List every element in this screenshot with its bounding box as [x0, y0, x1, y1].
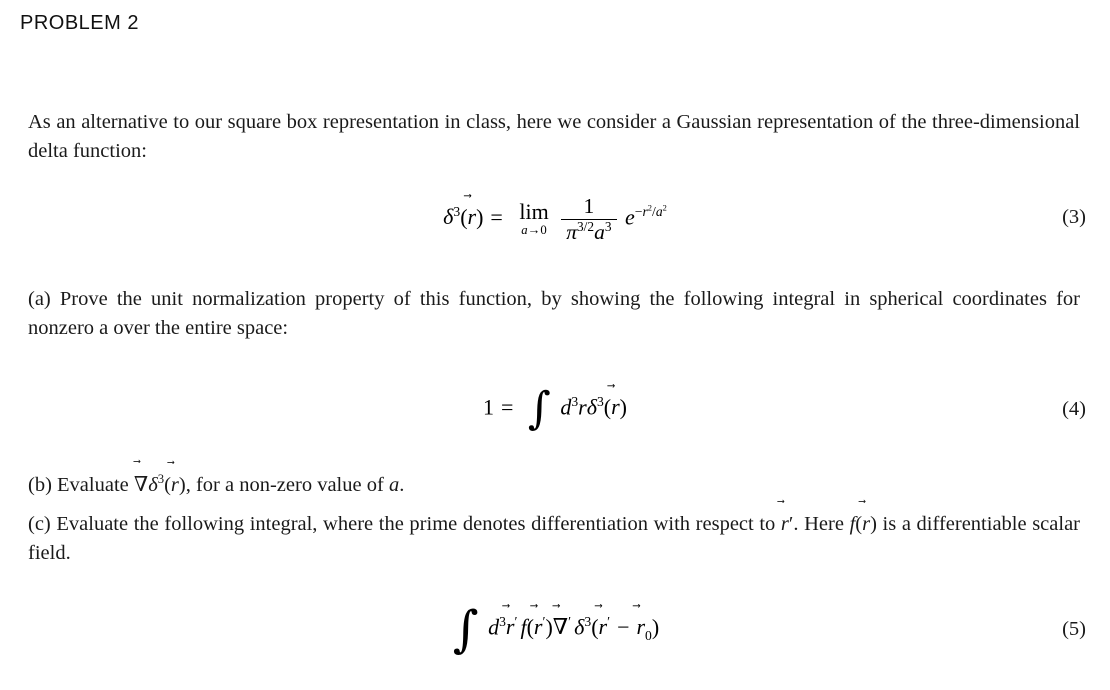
- equation-5: [0, 596, 1110, 662]
- equation-3: [0, 188, 1110, 250]
- equation-5-number: (5): [1062, 618, 1086, 640]
- equation-4-number: (4): [1062, 398, 1086, 420]
- equation-4: [0, 378, 1110, 440]
- equation-3-number: (3): [1062, 206, 1086, 228]
- paragraph-part-b: (b) Evaluate $\nabla\delta^3$( r), for a non-zero value of a.: [28, 472, 405, 496]
- paragraph-intro: As an alternative to our square box representation in class, here we consider a Gaussian representation of the three-dimensional delta function:: [28, 111, 1080, 163]
- paragraph-part-a: (a) Prove the unit normalization property of this function, by showing the following integral in spherical coordinates for nonzero a over the entire space:: [28, 288, 1080, 340]
- equation-4-body: 1 = ∫ $d^3r\delta^3$( r): [483, 382, 627, 434]
- equation-3-body: $\delta^3$( r) = lim a→0 $\frac{1}{\pi^{3/2}a^3}$ $e^{-r^2/a^2}$: [443, 193, 667, 244]
- equation-5-body: ∫ $d^3$ r′ f( r′) ∇′ $\delta^3$( r′ − $r_0$): [452, 599, 660, 658]
- page-title: PROBLEM 2: [20, 12, 139, 34]
- paragraph-part-c: (c) Evaluate the following integral, where the prime denotes differentiation with respect to r′. Here f( r) is a differentiable scalar field.: [28, 513, 1081, 565]
